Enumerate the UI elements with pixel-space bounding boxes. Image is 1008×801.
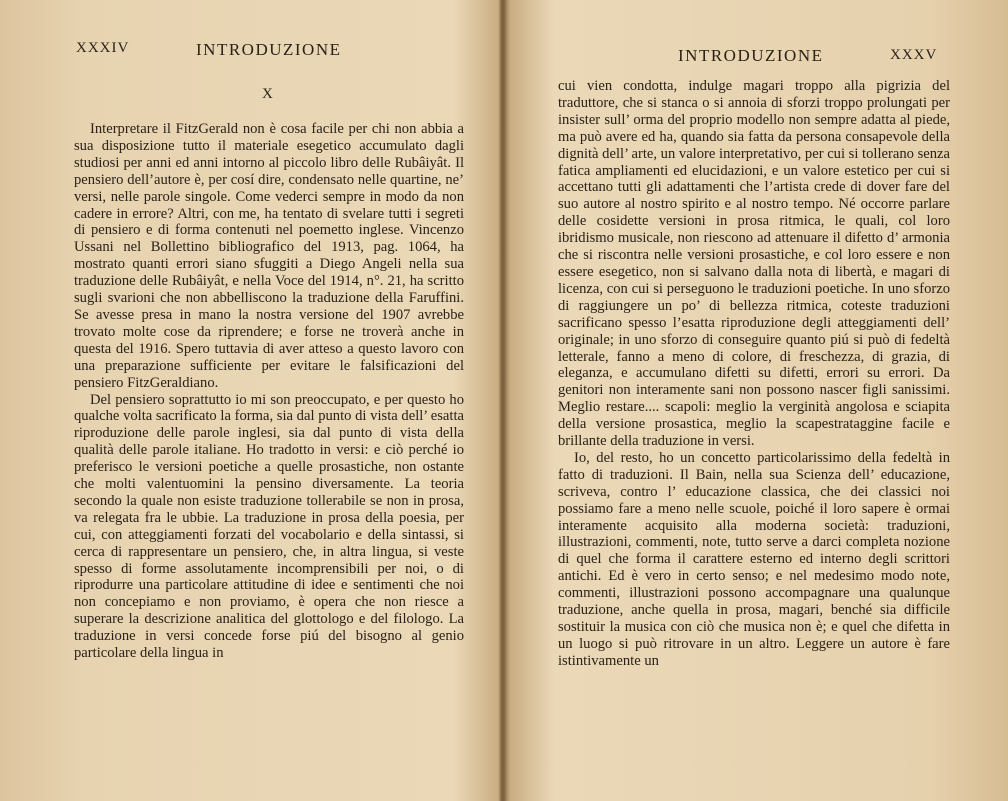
page-number: XXXIV	[76, 40, 130, 56]
paragraph: Del pensiero soprattutto io mi son preoccupato, e per questo ho qualche volta sacrificato la forma, sia dal punto di vista dell’ esatta riproduzione delle parole inglesi, sia dal punto di vista della qualità delle parole italiane. Ho tradotto in versi: e ciò perché io preferisco le versioni poetiche a quelle prosastiche, non ostante che molti valentuomini la pensino diversamente. La teoria secondo la quale non esiste traduzione tollerabile se non in prosa, va relegata fra le ubbie. La traduzione in prosa della poesia, per cui, con atteggiamenti forzati del vocabolario e della sintassi, si cerca di rappresentare un pensiero, che, in altra lingua, si veste spesso di forme assolutamente incomprensibili per noi, o di riprodurre una particolare attitudine di idee e sentimenti che noi non concepiamo e non proviamo, è opera che non riesce a superare la descrizione analitica del glottologo e del filologo. La traduzione in versi concede forse piú del bisogno al genio particolare della lingua in	[74, 391, 464, 662]
body-text	[558, 78, 950, 670]
page-number: XXXV	[890, 47, 938, 63]
left-page	[0, 0, 502, 801]
body-text	[74, 121, 464, 662]
paragraph: cui vien condotta, indulge magari troppo alla pigrizia del traduttore, che si stanca o si annoia di sforzi troppo prolungati per insister sull’ orma del proprio modello non sempre adatta al piede, ma può avere ed ha, quando sia fatta da persona consapevole della dignità dell’ arte, un valore interpretativo, per cui si tollerano senza fatica ampliamenti ed elucidazioni, e un valore estetico per cui si accettano tutti gli adattamenti che l’artista crede di dover fare del suo autore al nostro spirito e al nostro tempo. Né occorre parlare delle cosidette versioni in prosa ritmica, le quali, col loro ibridismo musicale, non riescono ad attenuare il difetto d’ armonia che si riscontra nelle versioni prosastiche, e col loro essere e non essere esegetico, non si salvano dalla nota di libertà, e magari di licenza, con cui si perseguono le traduzioni poetiche. In uno sforzo di raggiungere un po’ di bellezza ritmica, coteste traduzioni sacrificano spesso l’esatta riproduzione degli atteggiamenti dell’ originale; in uno sforzo di conseguire quanto piú si può di fedeltà letterale, fanno a meno di colore, di freschezza, di grazia, di eleganza, e accumulano difetti su difetti, errori su errori. Da genitori non interamente sani non possono nascer figli sanissimi. Meglio restare.... scapoli: meglio la verginità angolosa e sciapita della versione prosastica, meglio la scapestrataggine facile e brillante della traduzione in versi.	[558, 78, 950, 450]
running-head: INTRODUZIONE	[678, 46, 824, 65]
right-page	[504, 0, 1008, 801]
paragraph: Io, del resto, ho un concetto particolarissimo della fedeltà in fatto di traduzioni. Il Bain, nella sua Scienza dell’ educazione, scriveva, contro l’ educazione classica, che dei classici noi possiamo fare a meno nelle scuole, poiché il loro sapere è ormai interamente acquisito alla moderna società: traduzioni, illustrazioni, commenti, note, tutto serve a darci completa nozione di quel che forma il carattere esterno ed interno degli scrittori antichi. Ed è vero in certo senso; e nel medesimo modo note, commenti, illustrazioni possono accompagnare una qualunque traduzione, anche quella in prosa, magari, benché sia difficile sostituir la musica con ciò che musica non è; e quel che difetta in un luogo si può ritrovare in un altro. Leggere un autore è fare istintivamente un	[558, 449, 950, 669]
section-number: X	[262, 86, 273, 102]
paragraph: Interpretare il FitzGerald non è cosa facile per chi non abbia a sua disposizione tutto il materiale esegetico accumulato dagli studiosi per anni ed anni intorno al piccolo libro delle Rubâiyât. Il pensiero dell’autore è, per cosí dire, condensato nelle quartine, ne’ versi, nelle parole singole. Come vederci sempre in modo da non cadere in errore? Altri, con me, ha tentato di svelare tutti i segreti di pensiero e di forma contenuti nel poemetto inglese. Vincenzo Ussani nel Bollettino bibliografico del 1913, pag. 1064, ha mostrato quanti errori siano sfuggiti a Diego Angeli nella sua traduzione delle Rubâiyât, e nella Voce del 1914, n°. 21, ha scritto sugli svarioni che non abbelliscono la traduzione della Faruffini. Se avesse presa in mano la nostra versione del 1907 avrebbe trovato molte cose da riprendere; e forse ne troverà anche in questa del 1916. Spero tuttavia di aver atteso a questo lavoro con una preparazione sufficiente per evitare le falsificazioni del pensiero FitzGeraldiano.	[74, 121, 464, 391]
running-head: INTRODUZIONE	[196, 40, 342, 59]
